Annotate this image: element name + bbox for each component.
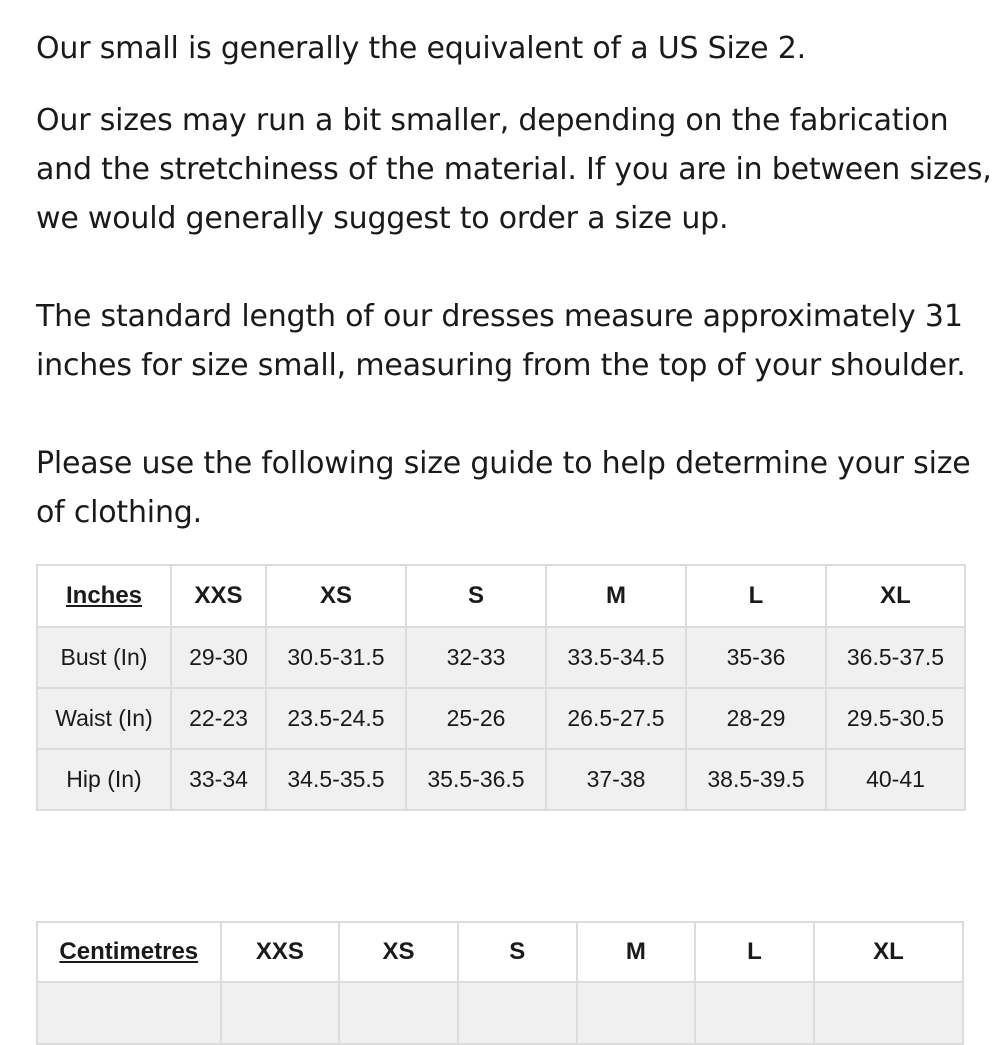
table-cell: 38.5-39.5	[686, 749, 826, 810]
text-line: The standard length of our dresses measure approximately 31	[36, 299, 963, 334]
text-line: inches for size small, measuring from the top of your shoulder.	[36, 348, 966, 383]
intro-paragraph-dress-length	[36, 292, 966, 390]
intro-paragraph-size-equivalent	[36, 24, 806, 73]
row-label	[37, 982, 221, 1044]
table-cell: 29-30	[171, 627, 266, 688]
size-header-xs: XS	[339, 922, 458, 982]
intro-paragraph-fit-advice	[36, 96, 992, 243]
size-header-m: M	[577, 922, 696, 982]
table-row-waist	[37, 688, 965, 749]
size-header-s: S	[406, 565, 546, 627]
text-line: Please use the following size guide to help determine your size	[36, 446, 971, 481]
row-label: Bust (In)	[37, 627, 171, 688]
table-row-bust	[37, 627, 965, 688]
text-line: Our sizes may run a bit smaller, depending on the fabrication	[36, 103, 949, 138]
table-cell: 37-38	[546, 749, 686, 810]
text-line: we would generally suggest to order a size up.	[36, 201, 729, 236]
table-cell: 33-34	[171, 749, 266, 810]
table-cell	[458, 982, 577, 1044]
table-cell: 22-23	[171, 688, 266, 749]
table-cell	[577, 982, 696, 1044]
table-header-row	[37, 565, 965, 627]
size-table-inches	[36, 564, 966, 811]
table-row-hip	[37, 749, 965, 810]
size-header-l: L	[686, 565, 826, 627]
size-header-l: L	[695, 922, 814, 982]
intro-paragraph-size-guide	[36, 439, 971, 537]
unit-header: Inches	[37, 565, 171, 627]
table-cell: 35.5-36.5	[406, 749, 546, 810]
size-header-xxs: XXS	[171, 565, 266, 627]
table-cell: 26.5-27.5	[546, 688, 686, 749]
table-cell: 36.5-37.5	[826, 627, 965, 688]
table-cell: 25-26	[406, 688, 546, 749]
text-line: of clothing.	[36, 495, 202, 530]
size-table-centimetres	[36, 921, 964, 1045]
row-label: Hip (In)	[37, 749, 171, 810]
table-cell: 33.5-34.5	[546, 627, 686, 688]
table-cell: 32-33	[406, 627, 546, 688]
size-header-m: M	[546, 565, 686, 627]
size-header-s: S	[458, 922, 577, 982]
table-cell: 29.5-30.5	[826, 688, 965, 749]
table-cell	[814, 982, 963, 1044]
row-label: Waist (In)	[37, 688, 171, 749]
table-header-row	[37, 922, 963, 982]
table-row-partial	[37, 982, 963, 1044]
unit-header: Centimetres	[37, 922, 221, 982]
table-cell: 40-41	[826, 749, 965, 810]
text-line: Our small is generally the equivalent of a US Size 2.	[36, 31, 807, 66]
text-line: and the stretchiness of the material. If you are in between sizes,	[36, 152, 992, 187]
size-header-xl: XL	[826, 565, 965, 627]
table-cell: 23.5-24.5	[266, 688, 406, 749]
table-cell: 34.5-35.5	[266, 749, 406, 810]
table-cell	[221, 982, 340, 1044]
size-header-xs: XS	[266, 565, 406, 627]
size-header-xxs: XXS	[221, 922, 340, 982]
size-header-xl: XL	[814, 922, 963, 982]
table-cell	[695, 982, 814, 1044]
table-cell	[339, 982, 458, 1044]
table-cell: 28-29	[686, 688, 826, 749]
table-cell: 30.5-31.5	[266, 627, 406, 688]
table-cell: 35-36	[686, 627, 826, 688]
